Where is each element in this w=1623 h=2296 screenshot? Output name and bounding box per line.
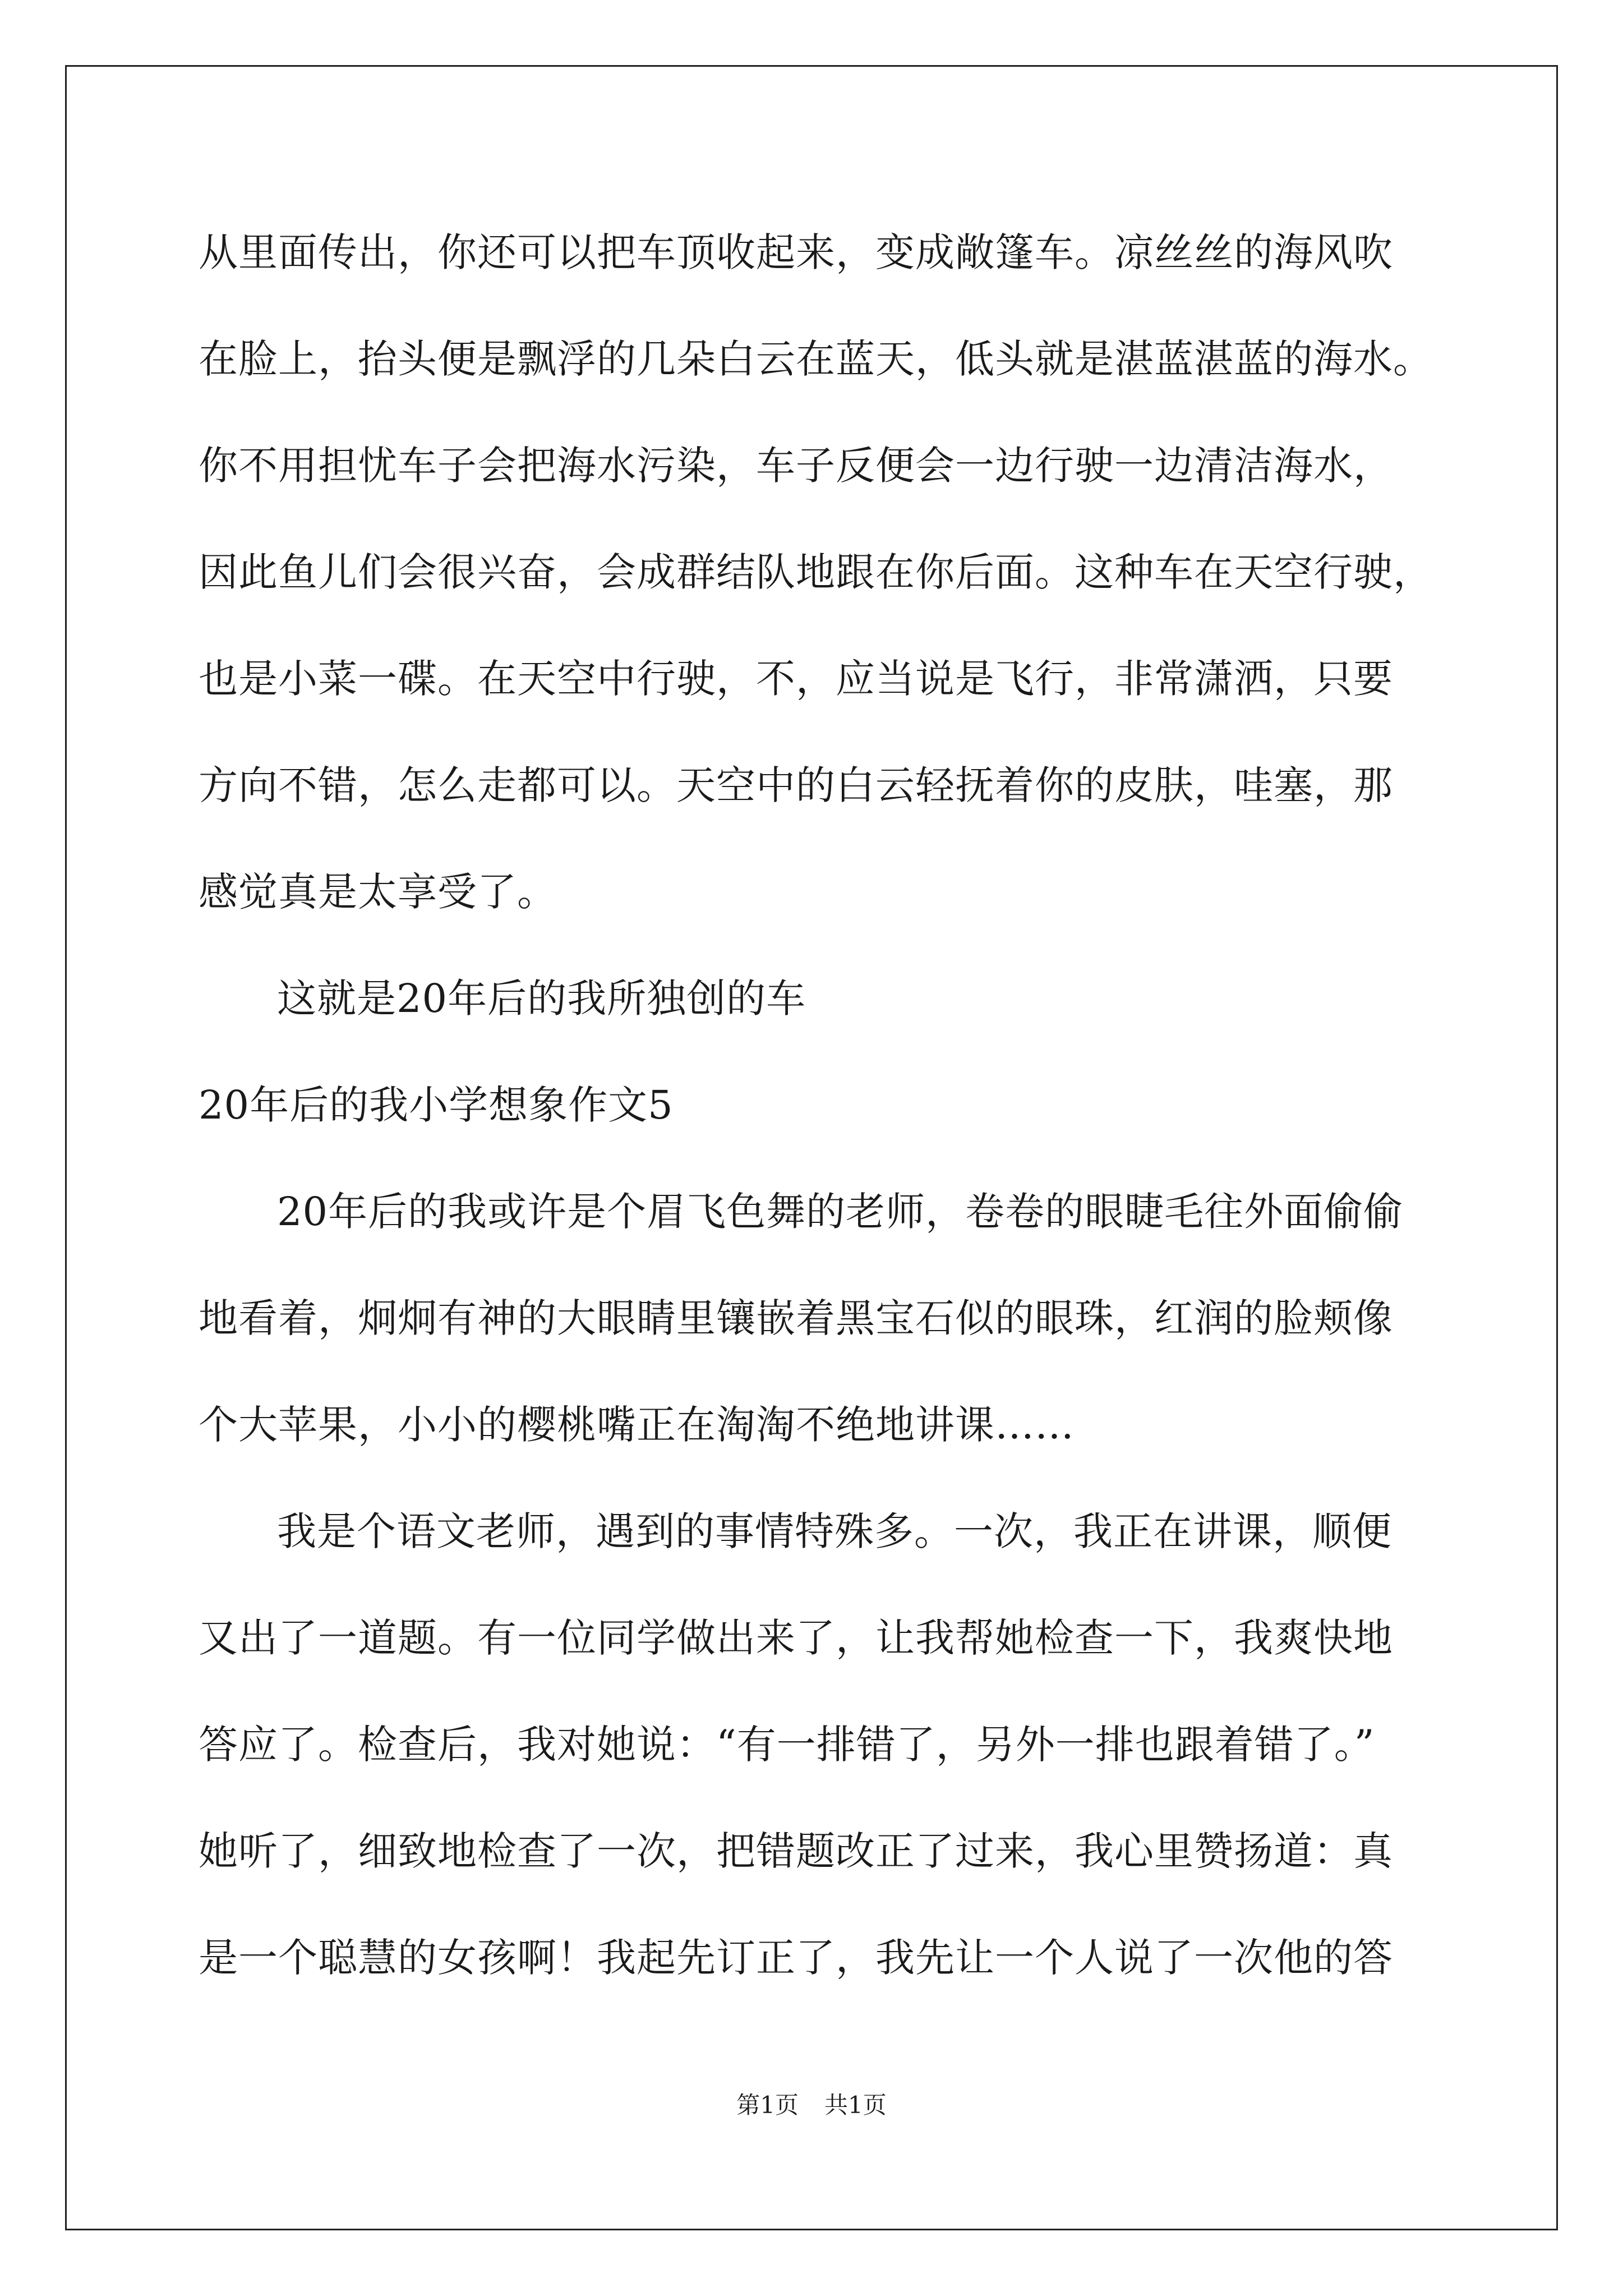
text-line: 20年后的我或许是个眉飞色舞的老师，卷卷的眼睫毛往外面偷偷 xyxy=(277,1189,1404,1235)
text-line: 地看着，炯炯有神的大眼睛里镶嵌着黑宝石似的眼珠，红润的脸颊像 xyxy=(199,1295,1393,1341)
text-line: 在脸上，抬头便是飘浮的几朵白云在蓝天，低头就是湛蓝湛蓝的海水。 xyxy=(199,336,1433,382)
text-line: 她听了，细致地检查了一次，把错题改正了过来，我心里赞扬道：真 xyxy=(199,1828,1393,1874)
section-heading: 20年后的我小学想象作文5 xyxy=(199,1082,674,1128)
text-line: 是一个聪慧的女孩啊！我起先订正了，我先让一个人说了一次他的答 xyxy=(199,1935,1393,1981)
text-line: 答应了。检查后，我对她说：“有一排错了，另外一排也跟着错了。” xyxy=(199,1722,1375,1768)
page-footer xyxy=(0,2087,1623,2120)
text-line: 方向不错，怎么走都可以。天空中的白云轻抚着你的皮肤，哇塞，那 xyxy=(199,762,1393,808)
text-line: 从里面传出，你还可以把车顶收起来，变成敞篷车。凉丝丝的海风吹 xyxy=(199,229,1393,275)
paragraph-text: 这就是20年后的我所独创的车 xyxy=(277,976,806,1022)
text-line: 个大苹果，小小的樱桃嘴正在淘淘不绝地讲课…… xyxy=(199,1402,1075,1448)
text-line: 又出了一道题。有一位同学做出来了，让我帮她检查一下，我爽快地 xyxy=(199,1615,1393,1661)
text-line: 也是小菜一碟。在天空中行驶，不，应当说是飞行，非常潇洒，只要 xyxy=(199,656,1393,702)
document-body xyxy=(199,208,1455,2019)
page-number: 第1页 xyxy=(736,2091,799,2119)
text-line: 感觉真是太享受了。 xyxy=(199,869,557,915)
text-line: 因此鱼儿们会很兴奋，会成群结队地跟在你后面。这种车在天空行驶， xyxy=(199,549,1433,595)
text-line: 我是个语文老师，遇到的事情特殊多。一次，我正在讲课，顺便 xyxy=(277,1508,1392,1554)
text-line: 你不用担忧车子会把海水污染，车子反便会一边行驶一边清洁海水， xyxy=(199,443,1393,489)
page-total: 共1页 xyxy=(824,2091,887,2119)
